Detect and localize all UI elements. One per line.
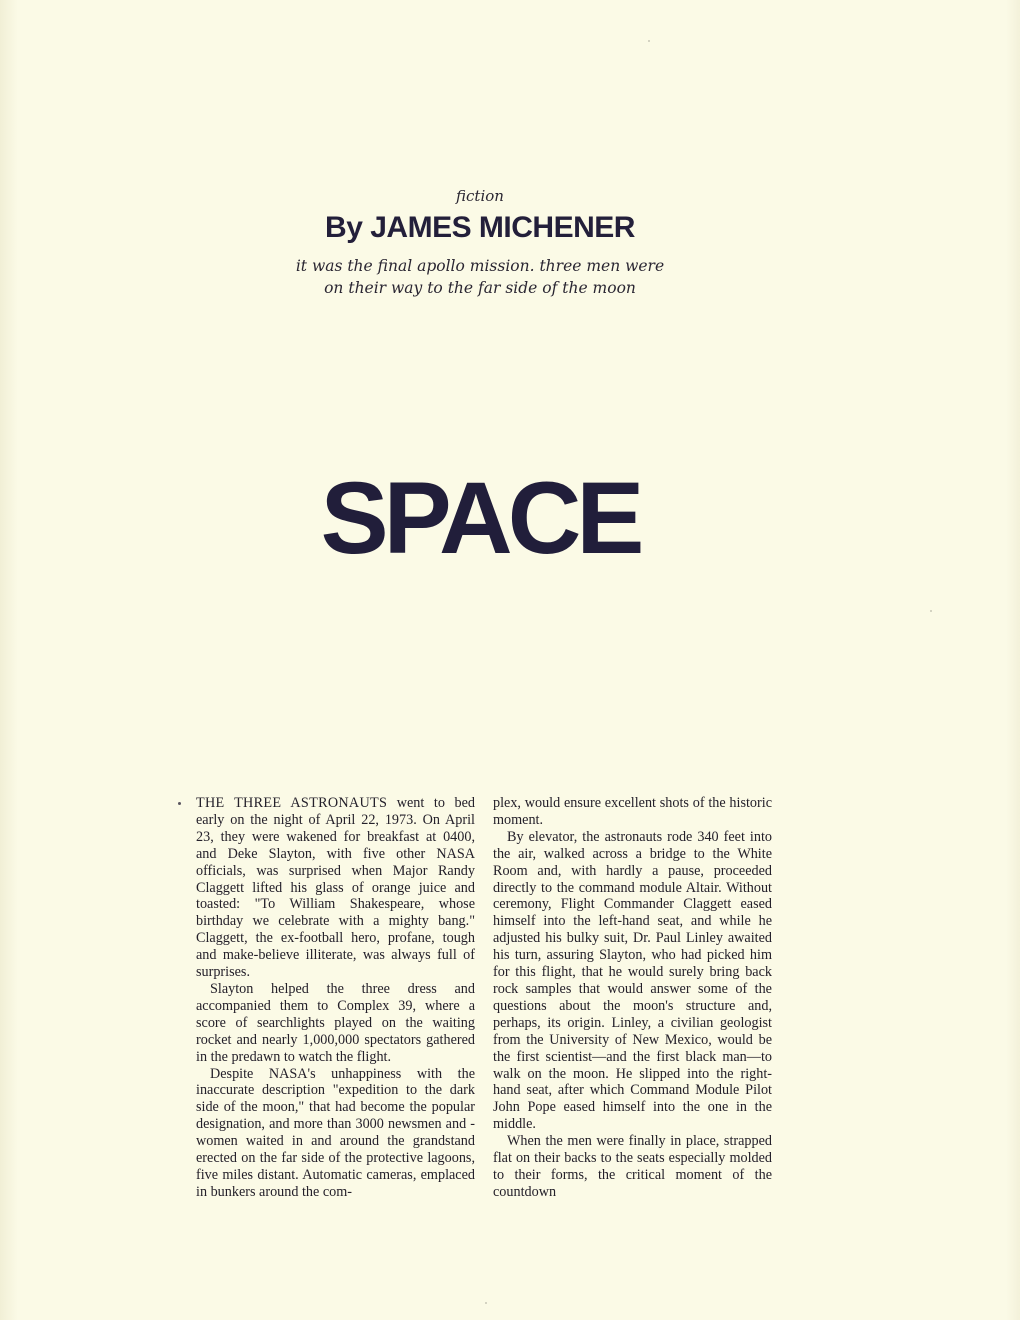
article-deck: it was the final apollo mission. three men were on their way to the far side of the moon <box>295 257 665 297</box>
article-header <box>260 186 700 299</box>
article-paragraph: plex, would ensure excellent shots of the historic moment. <box>493 795 772 828</box>
article-paragraph: Slayton helped the three dress and accompanied them to Complex 39, where a score of searchlights played on the waiting rocket and nearly 1,000,000 spectators gathered in the predawn to watch the flight. <box>196 980 475 1065</box>
paper-speck <box>648 40 650 42</box>
paper-speck <box>930 610 932 612</box>
paper-speck <box>485 1302 487 1304</box>
lead-in: THE THREE ASTRONAUTS <box>196 795 388 811</box>
author-byline: By JAMES MICHENER <box>325 211 635 244</box>
paragraph-marker <box>178 802 181 805</box>
article-paragraph: Despite NASA's unhappiness with the inaccurate description "expedition to the dark side of the moon," that had become the popular designation, and more than 3000 newsmen and -women waited in and around the grandstand erected on the far side of the protective lagoons, five miles distant. Automatic cameras, emplaced in bunkers around the com- <box>196 1065 475 1200</box>
article-paragraph: When the men were finally in place, strapped flat on their backs to the seats especially molded to their forms, the critical moment of the countdown <box>493 1133 772 1200</box>
article-paragraph: By elevator, the astronauts rode 340 feet into the air, walked across a bridge to the White Room and, with hardly a pause, proceeded directly to the command module Altair. Without ceremony, Flight Commander Claggett eased himself into the left-hand seat, and while he adjusted his bulky suit, Dr. Paul Linley awaited his turn, assuring Slayton, who had picked him for this flight, that he would surely bring back rock samples that would answer some of the questions about the moon's structure and, perhaps, its origin. Linley, a civilian geologist from the University of New Mexico, would be the first scientist—and the first black man—to walk on the moon. He slipped into the right-hand seat, after which Command Module Pilot John Pope eased himself into the one in the middle. <box>493 828 772 1133</box>
article-title: SPACE <box>320 461 640 575</box>
section-label: fiction <box>456 187 504 205</box>
article-paragraph <box>196 795 475 981</box>
page-left-edge <box>0 0 18 1320</box>
article-column-right <box>493 795 772 1201</box>
page-right-edge <box>1006 0 1020 1320</box>
article-column-left <box>196 795 475 1201</box>
paragraph-text: went to bed early on the night of April 22, 1973. On April 23, they were wakened for breakfast at 0400, and Deke Slayton, with five other NASA officials, was surprised when Major Randy Claggett lifted his glass of orange juice and toasted: "To William Shakespeare, whose birthday we celebrate with a mighty bang." Claggett, the ex-football hero, profane, tough and make-believe illiterate, was always full of surprises. <box>196 795 475 981</box>
